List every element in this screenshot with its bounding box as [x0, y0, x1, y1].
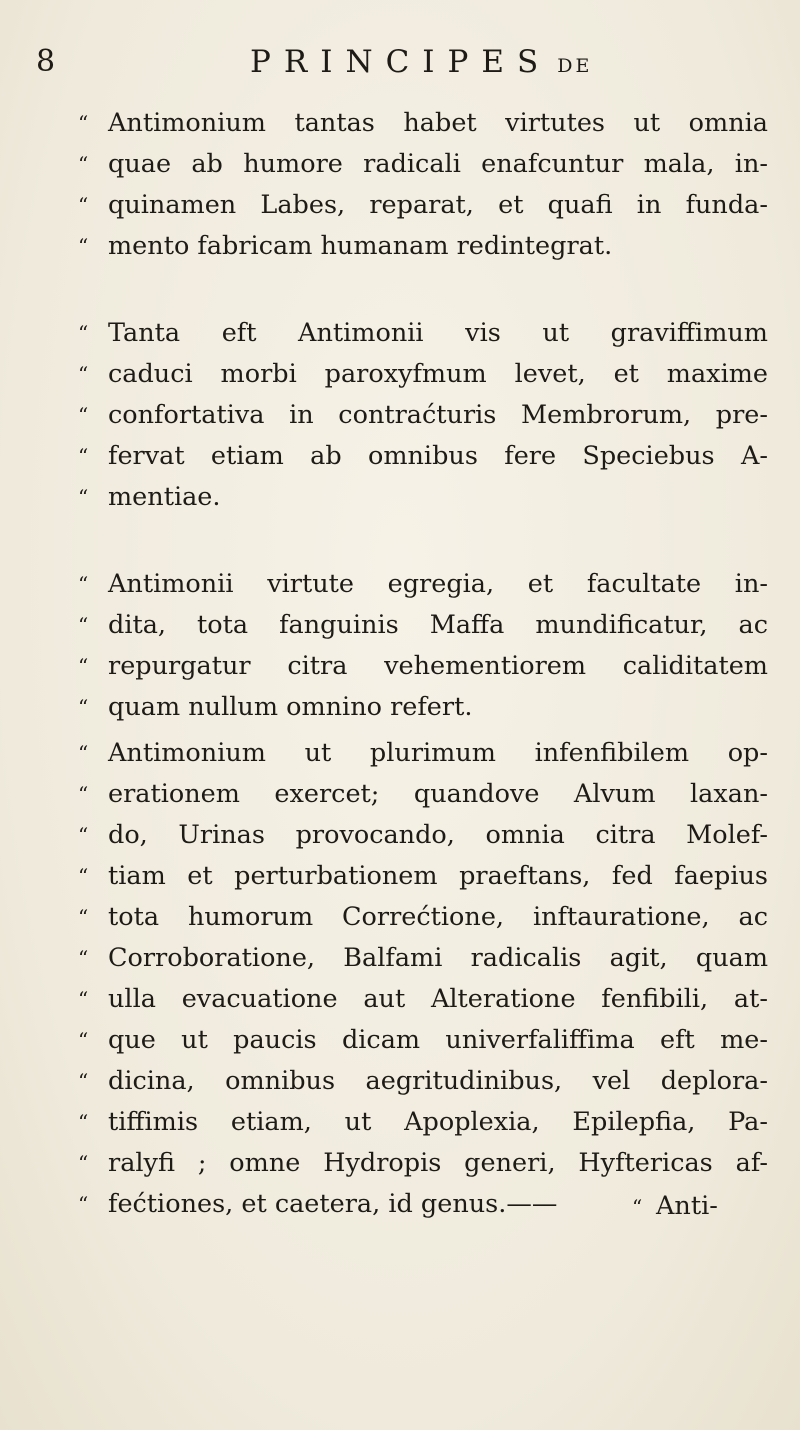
quote-mark: “	[78, 403, 89, 427]
quote-mark: “	[78, 362, 89, 386]
text-line: “ do, Urinas provocando, omnia citra Molef-	[78, 815, 768, 856]
text-line: “ Antimonium tantas habet virtutes ut omnia	[78, 103, 768, 144]
text-line: “ Tanta eft Antimonii vis ut graviffimum	[78, 313, 768, 354]
quote-mark: “	[78, 1192, 89, 1216]
quote-mark: “	[78, 111, 89, 135]
catchword-text: Anti-	[656, 1191, 718, 1221]
quote-mark: “	[78, 695, 89, 719]
text-line: “ ralyfi ; omne Hydropis generi, Hyftericas af-	[78, 1143, 768, 1184]
text-line: “ Antimonii virtute egregia, et facultate in-	[78, 564, 768, 605]
text-line: “ fećtiones, et caetera, id genus.——	[78, 1184, 768, 1225]
quote-mark: “	[78, 613, 89, 637]
quote-mark: “	[632, 1195, 643, 1219]
paragraph-1	[78, 103, 768, 267]
text-line: “ tiam et perturbationem praeftans, fed faepius	[78, 856, 768, 897]
quote-mark: “	[78, 234, 89, 258]
quote-mark: “	[78, 946, 89, 970]
quote-mark: “	[78, 905, 89, 929]
text-line: “ quae ab humore radicali enafcuntur mala, in-	[78, 144, 768, 185]
text-line: “ caduci morbi paroxyfmum levet, et maxime	[78, 354, 768, 395]
quote-mark: “	[78, 444, 89, 468]
paragraph-3	[78, 564, 768, 728]
paragraph-4	[78, 733, 768, 1225]
quote-mark: “	[78, 741, 89, 765]
quote-mark: “	[78, 152, 89, 176]
text-line: “ mento fabricam humanam redintegrat.	[78, 226, 768, 267]
catchword	[632, 1186, 718, 1228]
running-head-title: PRINCIPES	[250, 44, 552, 80]
quote-mark: “	[78, 823, 89, 847]
text-line: “ tota humorum Correćtione, inftauratione, ac	[78, 897, 768, 938]
text-line: “ Antimonium ut plurimum infenfibilem op-	[78, 733, 768, 774]
paragraph-2	[78, 313, 768, 518]
text-line: “ mentiae.	[78, 477, 768, 518]
text-line: “ quinamen Labes, reparat, et quafi in funda-	[78, 185, 768, 226]
running-head	[250, 42, 592, 86]
text-line: “ ulla evacuatione aut Alteratione fenfibili, at-	[78, 979, 768, 1020]
quote-mark: “	[78, 1069, 89, 1093]
text-line: “ tiffimis etiam, ut Apoplexia, Epilepfia, Pa-	[78, 1102, 768, 1143]
text-line: “ fervat etiam ab omnibus fere Speciebus A-	[78, 436, 768, 477]
text-line: “ Corroboratione, Balfami radicalis agit, quam	[78, 938, 768, 979]
text-line: “ confortativa in contraćturis Membrorum, pre-	[78, 395, 768, 436]
text-line: “ erationem exercet; quandove Alvum laxan-	[78, 774, 768, 815]
quote-mark: “	[78, 572, 89, 596]
text-line: “ quam nullum omnino refert.	[78, 687, 768, 728]
quote-mark: “	[78, 321, 89, 345]
quote-mark: “	[78, 987, 89, 1011]
quote-mark: “	[78, 654, 89, 678]
text-line: “ dicina, omnibus aegritudinibus, vel deplora-	[78, 1061, 768, 1102]
text-line: “ dita, tota fanguinis Maffa mundificatur, ac	[78, 605, 768, 646]
text-line: “ que ut paucis dicam univerfaliffima eft me-	[78, 1020, 768, 1061]
quote-mark: “	[78, 1028, 89, 1052]
quote-mark: “	[78, 864, 89, 888]
page-header	[0, 42, 800, 92]
page-number: 8	[36, 44, 56, 79]
running-head-de: DE	[557, 55, 593, 77]
quote-mark: “	[78, 193, 89, 217]
quote-mark: “	[78, 1151, 89, 1175]
quote-mark: “	[78, 782, 89, 806]
quote-mark: “	[78, 1110, 89, 1134]
quote-mark: “	[78, 485, 89, 509]
text-line: “ repurgatur citra vehementiorem caliditatem	[78, 646, 768, 687]
